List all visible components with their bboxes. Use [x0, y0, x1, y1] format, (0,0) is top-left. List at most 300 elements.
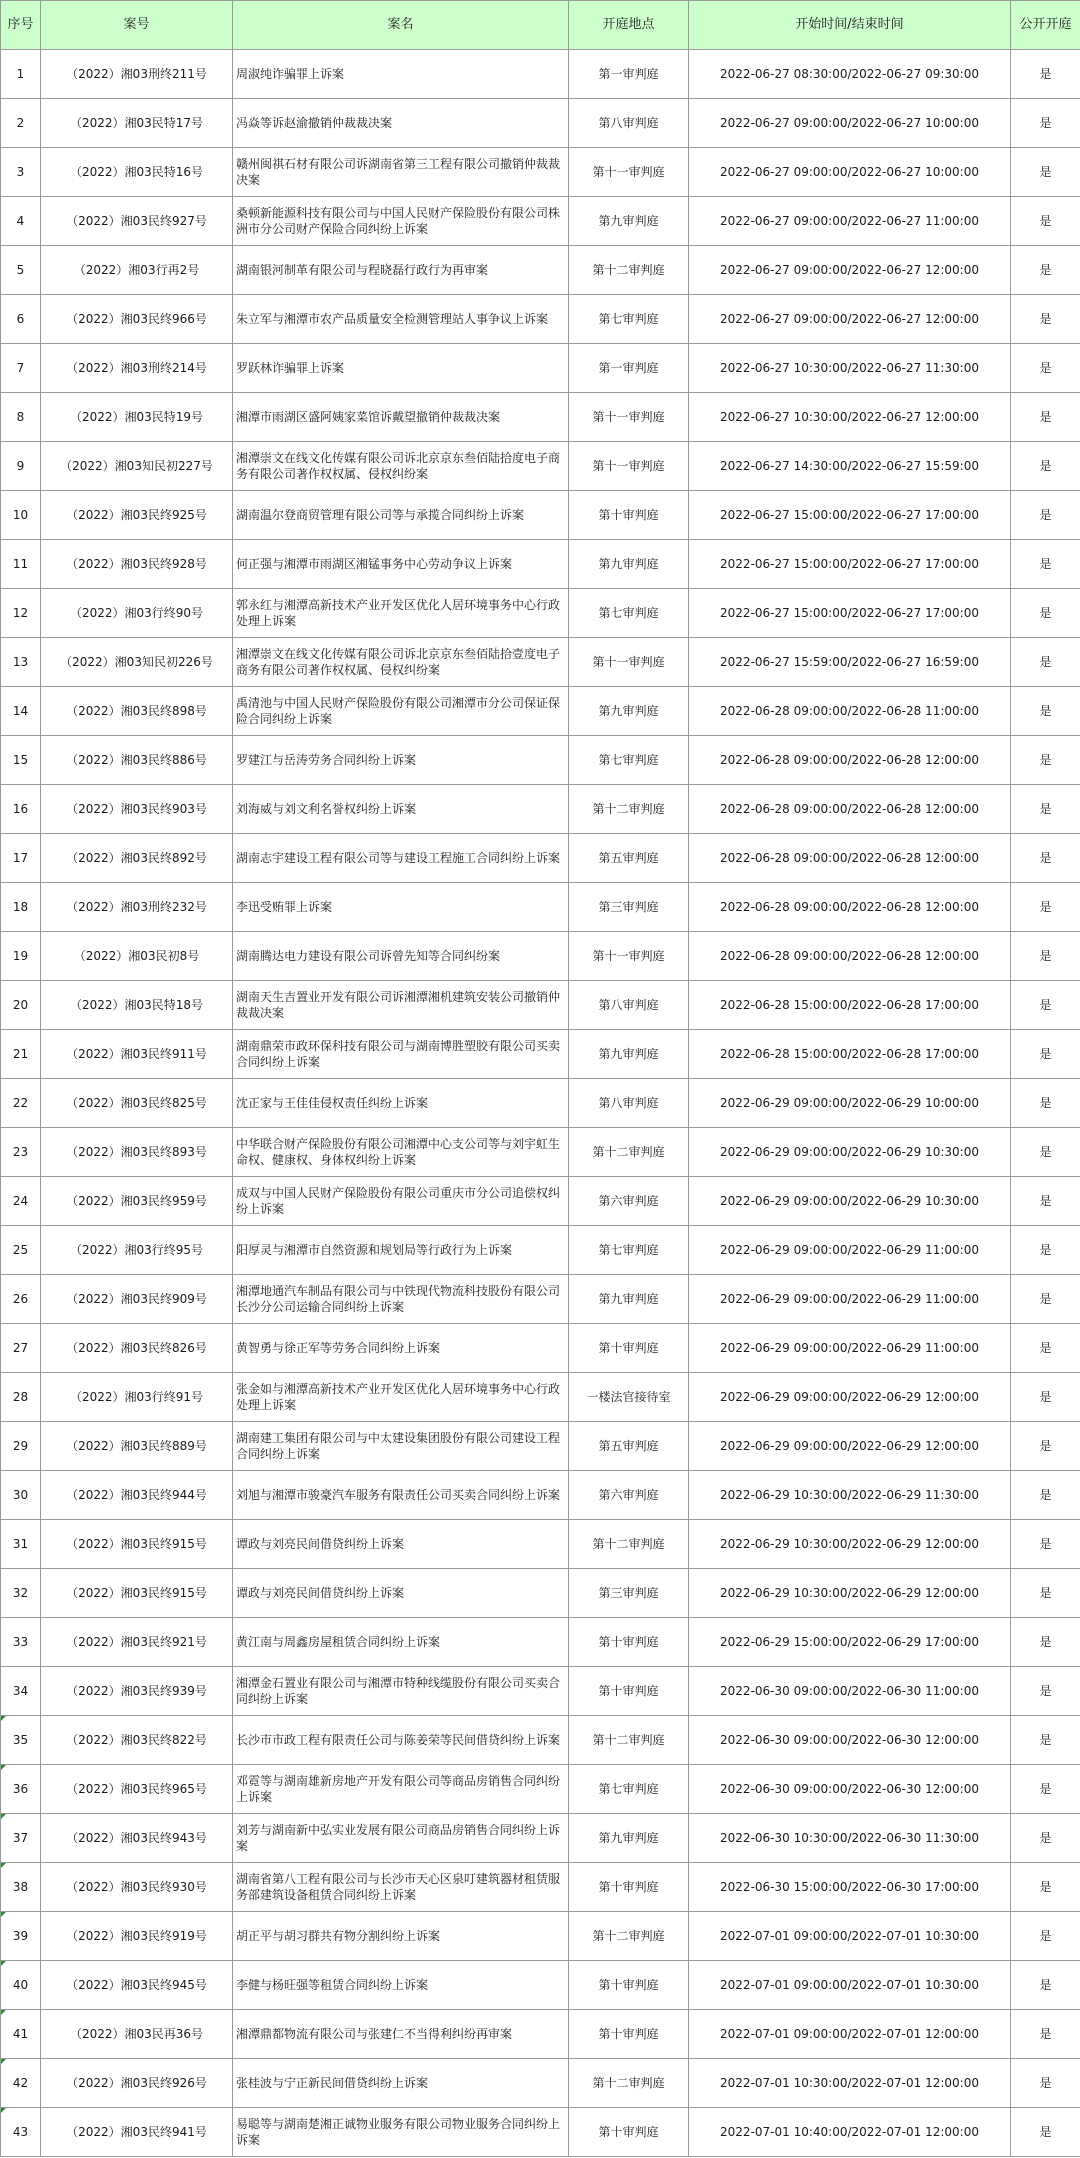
cell-time: 2022-06-27 10:30:00/2022-06-27 11:30:00 [689, 344, 1011, 393]
cell-seq: 14 [1, 687, 41, 736]
cell-time: 2022-06-27 15:00:00/2022-06-27 17:00:00 [689, 589, 1011, 638]
cell-seq: 24 [1, 1177, 41, 1226]
table-row [1, 1520, 1080, 1569]
cell-seq: 17 [1, 834, 41, 883]
cell-open: 是 [1011, 2059, 1080, 2108]
table-row [1, 442, 1080, 491]
cell-time: 2022-06-29 09:00:00/2022-06-29 12:00:00 [689, 1422, 1011, 1471]
cell-seq: 9 [1, 442, 41, 491]
cell-seq: 8 [1, 393, 41, 442]
table-row [1, 148, 1080, 197]
table-row [1, 687, 1080, 736]
cell-venue: 第十审判庭 [569, 2010, 689, 2059]
cell-case-no: （2022）湘03民特18号 [41, 981, 233, 1030]
cell-open: 是 [1011, 246, 1080, 295]
table-row [1, 99, 1080, 148]
cell-venue: 第七审判庭 [569, 736, 689, 785]
cell-open: 是 [1011, 1128, 1080, 1177]
cell-case-no: （2022）湘03民终915号 [41, 1569, 233, 1618]
cell-case-name: 湘潭金石置业有限公司与湘潭市特种线缆股份有限公司买卖合同纠纷上诉案 [233, 1667, 569, 1716]
cell-case-name: 周淑纯诈骗罪上诉案 [233, 50, 569, 99]
cell-open: 是 [1011, 1030, 1080, 1079]
table-row [1, 1667, 1080, 1716]
cell-venue: 第十审判庭 [569, 2108, 689, 2157]
cell-case-no: （2022）湘03行终91号 [41, 1373, 233, 1422]
cell-case-no: （2022）湘03民终915号 [41, 1520, 233, 1569]
cell-open: 是 [1011, 99, 1080, 148]
cell-seq: 38 [1, 1863, 41, 1912]
table-row [1, 1814, 1080, 1863]
cell-open: 是 [1011, 1716, 1080, 1765]
cell-case-no: （2022）湘03行终95号 [41, 1226, 233, 1275]
cell-case-name: 禹清池与中国人民财产保险股份有限公司湘潭市分公司保证保险合同纠纷上诉案 [233, 687, 569, 736]
cell-case-no: （2022）湘03民终939号 [41, 1667, 233, 1716]
header-open: 公开开庭 [1011, 1, 1080, 50]
table-row [1, 736, 1080, 785]
cell-time: 2022-06-29 09:00:00/2022-06-29 10:30:00 [689, 1128, 1011, 1177]
cell-seq: 30 [1, 1471, 41, 1520]
cell-open: 是 [1011, 197, 1080, 246]
cell-venue: 第十审判庭 [569, 1667, 689, 1716]
table-row [1, 932, 1080, 981]
cell-venue: 第十审判庭 [569, 491, 689, 540]
cell-seq: 20 [1, 981, 41, 1030]
cell-venue: 第十二审判庭 [569, 1912, 689, 1961]
cell-case-name: 谭政与刘亮民间借贷纠纷上诉案 [233, 1520, 569, 1569]
cell-open: 是 [1011, 50, 1080, 99]
cell-seq: 5 [1, 246, 41, 295]
cell-open: 是 [1011, 393, 1080, 442]
cell-case-name: 湖南天生吉置业开发有限公司诉湘潭湘机建筑安装公司撤销仲裁裁决案 [233, 981, 569, 1030]
table-row [1, 1961, 1080, 2010]
cell-seq: 42 [1, 2059, 41, 2108]
cell-venue: 第七审判庭 [569, 295, 689, 344]
cell-case-name: 湖南温尔登商贸管理有限公司等与承揽合同纠纷上诉案 [233, 491, 569, 540]
table-row [1, 1912, 1080, 1961]
cell-open: 是 [1011, 491, 1080, 540]
cell-case-name: 黄智勇与徐正军等劳务合同纠纷上诉案 [233, 1324, 569, 1373]
cell-case-no: （2022）湘03民终911号 [41, 1030, 233, 1079]
cell-case-no: （2022）湘03民再36号 [41, 2010, 233, 2059]
table-body [1, 50, 1080, 2157]
table-row [1, 1324, 1080, 1373]
cell-seq: 26 [1, 1275, 41, 1324]
table-row [1, 540, 1080, 589]
table-row [1, 638, 1080, 687]
cell-time: 2022-06-30 10:30:00/2022-06-30 11:30:00 [689, 1814, 1011, 1863]
table-row [1, 1373, 1080, 1422]
cell-seq: 25 [1, 1226, 41, 1275]
cell-open: 是 [1011, 883, 1080, 932]
cell-venue: 第十一审判庭 [569, 148, 689, 197]
table-row [1, 589, 1080, 638]
cell-venue: 第六审判庭 [569, 1471, 689, 1520]
cell-venue: 第十一审判庭 [569, 442, 689, 491]
cell-case-name: 邓霓等与湖南雄新房地产开发有限公司等商品房销售合同纠纷上诉案 [233, 1765, 569, 1814]
cell-time: 2022-06-29 10:30:00/2022-06-29 11:30:00 [689, 1471, 1011, 1520]
cell-seq: 35 [1, 1716, 41, 1765]
cell-case-name: 湘潭地通汽车制品有限公司与中铁现代物流科技股份有限公司长沙分公司运输合同纠纷上诉案 [233, 1275, 569, 1324]
cell-open: 是 [1011, 1275, 1080, 1324]
cell-case-no: （2022）湘03民终930号 [41, 1863, 233, 1912]
cell-case-no: （2022）湘03民终945号 [41, 1961, 233, 2010]
cell-venue: 第七审判庭 [569, 1226, 689, 1275]
cell-case-name: 刘海威与刘文利名誉权纠纷上诉案 [233, 785, 569, 834]
cell-time: 2022-06-28 09:00:00/2022-06-28 11:00:00 [689, 687, 1011, 736]
header-row [1, 1, 1080, 50]
table-row [1, 1177, 1080, 1226]
cell-time: 2022-06-28 09:00:00/2022-06-28 12:00:00 [689, 785, 1011, 834]
cell-case-name: 李健与杨旺强等租赁合同纠纷上诉案 [233, 1961, 569, 2010]
cell-time: 2022-06-27 15:00:00/2022-06-27 17:00:00 [689, 491, 1011, 540]
cell-venue: 第三审判庭 [569, 883, 689, 932]
cell-open: 是 [1011, 981, 1080, 1030]
cell-case-no: （2022）湘03民终886号 [41, 736, 233, 785]
table-row [1, 2059, 1080, 2108]
cell-time: 2022-06-29 09:00:00/2022-06-29 11:00:00 [689, 1324, 1011, 1373]
cell-time: 2022-06-27 09:00:00/2022-06-27 11:00:00 [689, 197, 1011, 246]
cell-case-no: （2022）湘03刑终232号 [41, 883, 233, 932]
cell-case-name: 易聪等与湖南楚湘正诚物业服务有限公司物业服务合同纠纷上诉案 [233, 2108, 569, 2157]
table-row [1, 1226, 1080, 1275]
cell-case-name: 郭永红与湘潭高新技术产业开发区优化人居环境事务中心行政处理上诉案 [233, 589, 569, 638]
cell-case-no: （2022）湘03刑终211号 [41, 50, 233, 99]
cell-time: 2022-06-30 09:00:00/2022-06-30 11:00:00 [689, 1667, 1011, 1716]
cell-case-no: （2022）湘03民终919号 [41, 1912, 233, 1961]
cell-case-name: 湖南鼎荣市政环保科技有限公司与湖南博胜塑胶有限公司买卖合同纠纷上诉案 [233, 1030, 569, 1079]
cell-venue: 第十二审判庭 [569, 2059, 689, 2108]
cell-case-name: 湘潭市雨湖区盛阿姨家菜馆诉戴望撤销仲裁裁决案 [233, 393, 569, 442]
cell-case-name: 桑顿新能源科技有限公司与中国人民财产保险股份有限公司株洲市分公司财产保险合同纠纷上诉案 [233, 197, 569, 246]
table-row [1, 883, 1080, 932]
cell-case-name: 湘潭崇文在线文化传媒有限公司诉北京京东叁佰陆拾度电子商务有限公司著作权权属、侵权纠纷案 [233, 442, 569, 491]
cell-open: 是 [1011, 1324, 1080, 1373]
cell-case-no: （2022）湘03知民初226号 [41, 638, 233, 687]
table-row [1, 2010, 1080, 2059]
cell-seq: 28 [1, 1373, 41, 1422]
cell-case-name: 朱立军与湘潭市农产品质量安全检测管理站人事争议上诉案 [233, 295, 569, 344]
cell-case-no: （2022）湘03民终959号 [41, 1177, 233, 1226]
cell-open: 是 [1011, 1569, 1080, 1618]
cell-open: 是 [1011, 1618, 1080, 1667]
cell-time: 2022-06-29 09:00:00/2022-06-29 12:00:00 [689, 1373, 1011, 1422]
cell-open: 是 [1011, 344, 1080, 393]
cell-case-name: 冯焱等诉赵渝撤销仲裁裁决案 [233, 99, 569, 148]
cell-time: 2022-07-01 09:00:00/2022-07-01 10:30:00 [689, 1961, 1011, 2010]
table-row [1, 1569, 1080, 1618]
cell-seq: 21 [1, 1030, 41, 1079]
cell-seq: 32 [1, 1569, 41, 1618]
cell-venue: 第九审判庭 [569, 1275, 689, 1324]
cell-time: 2022-06-29 10:30:00/2022-06-29 12:00:00 [689, 1520, 1011, 1569]
cell-seq: 33 [1, 1618, 41, 1667]
cell-venue: 第一审判庭 [569, 344, 689, 393]
cell-time: 2022-06-28 09:00:00/2022-06-28 12:00:00 [689, 736, 1011, 785]
header-venue: 开庭地点 [569, 1, 689, 50]
cell-time: 2022-06-29 15:00:00/2022-06-29 17:00:00 [689, 1618, 1011, 1667]
cell-seq: 43 [1, 2108, 41, 2157]
cell-case-no: （2022）湘03民终925号 [41, 491, 233, 540]
table-row [1, 1030, 1080, 1079]
cell-case-no: （2022）湘03行终90号 [41, 589, 233, 638]
cell-open: 是 [1011, 834, 1080, 883]
cell-time: 2022-06-28 15:00:00/2022-06-28 17:00:00 [689, 1030, 1011, 1079]
cell-open: 是 [1011, 1912, 1080, 1961]
cell-open: 是 [1011, 2010, 1080, 2059]
cell-seq: 10 [1, 491, 41, 540]
cell-time: 2022-06-29 09:00:00/2022-06-29 11:00:00 [689, 1226, 1011, 1275]
table-row [1, 246, 1080, 295]
table-row [1, 491, 1080, 540]
cell-case-no: （2022）湘03民终822号 [41, 1716, 233, 1765]
cell-venue: 第一审判庭 [569, 50, 689, 99]
cell-time: 2022-06-27 15:00:00/2022-06-27 17:00:00 [689, 540, 1011, 589]
cell-case-no: （2022）湘03民终928号 [41, 540, 233, 589]
cell-open: 是 [1011, 1177, 1080, 1226]
cell-case-name: 长沙市市政工程有限责任公司与陈姜荣等民间借贷纠纷上诉案 [233, 1716, 569, 1765]
cell-open: 是 [1011, 785, 1080, 834]
cell-case-name: 成双与中国人民财产保险股份有限公司重庆市分公司追偿权纠纷上诉案 [233, 1177, 569, 1226]
cell-time: 2022-06-28 09:00:00/2022-06-28 12:00:00 [689, 883, 1011, 932]
cell-case-no: （2022）湘03民终944号 [41, 1471, 233, 1520]
cell-seq: 6 [1, 295, 41, 344]
cell-seq: 1 [1, 50, 41, 99]
header-case-no: 案号 [41, 1, 233, 50]
cell-case-name: 张桂波与宁正新民间借贷纠纷上诉案 [233, 2059, 569, 2108]
cell-time: 2022-06-30 09:00:00/2022-06-30 12:00:00 [689, 1716, 1011, 1765]
cell-seq: 39 [1, 1912, 41, 1961]
cell-seq: 7 [1, 344, 41, 393]
cell-time: 2022-06-30 15:00:00/2022-06-30 17:00:00 [689, 1863, 1011, 1912]
cell-case-no: （2022）湘03民特19号 [41, 393, 233, 442]
table-row [1, 1422, 1080, 1471]
cell-seq: 22 [1, 1079, 41, 1128]
cell-venue: 第十二审判庭 [569, 246, 689, 295]
cell-time: 2022-06-28 15:00:00/2022-06-28 17:00:00 [689, 981, 1011, 1030]
cell-venue: 第六审判庭 [569, 1177, 689, 1226]
cell-case-no: （2022）湘03民终892号 [41, 834, 233, 883]
cell-open: 是 [1011, 736, 1080, 785]
cell-time: 2022-06-28 09:00:00/2022-06-28 12:00:00 [689, 834, 1011, 883]
cell-seq: 23 [1, 1128, 41, 1177]
cell-case-name: 赣州闽祺石材有限公司诉湖南省第三工程有限公司撤销仲裁裁决案 [233, 148, 569, 197]
cell-open: 是 [1011, 1961, 1080, 2010]
cell-venue: 第十二审判庭 [569, 785, 689, 834]
cell-venue: 第五审判庭 [569, 834, 689, 883]
cell-seq: 18 [1, 883, 41, 932]
cell-case-name: 湖南腾达电力建设有限公司诉曾先知等合同纠纷案 [233, 932, 569, 981]
cell-venue: 一楼法官接待室 [569, 1373, 689, 1422]
cell-open: 是 [1011, 295, 1080, 344]
cell-time: 2022-07-01 10:40:00/2022-07-01 12:00:00 [689, 2108, 1011, 2157]
cell-case-no: （2022）湘03民特16号 [41, 148, 233, 197]
table-row [1, 1716, 1080, 1765]
cell-time: 2022-06-27 09:00:00/2022-06-27 12:00:00 [689, 246, 1011, 295]
cell-case-no: （2022）湘03民终927号 [41, 197, 233, 246]
cell-seq: 4 [1, 197, 41, 246]
cell-venue: 第十二审判庭 [569, 1128, 689, 1177]
table-row [1, 344, 1080, 393]
cell-case-no: （2022）湘03民终903号 [41, 785, 233, 834]
cell-venue: 第七审判庭 [569, 1765, 689, 1814]
cell-open: 是 [1011, 1471, 1080, 1520]
cell-venue: 第八审判庭 [569, 99, 689, 148]
cell-seq: 40 [1, 1961, 41, 2010]
cell-seq: 37 [1, 1814, 41, 1863]
cell-case-name: 胡正平与胡习群共有物分割纠纷上诉案 [233, 1912, 569, 1961]
cell-time: 2022-06-27 09:00:00/2022-06-27 12:00:00 [689, 295, 1011, 344]
table-header [1, 1, 1080, 50]
cell-seq: 36 [1, 1765, 41, 1814]
table-row [1, 393, 1080, 442]
cell-open: 是 [1011, 148, 1080, 197]
cell-open: 是 [1011, 1520, 1080, 1569]
cell-venue: 第十二审判庭 [569, 1520, 689, 1569]
cell-open: 是 [1011, 442, 1080, 491]
table-row [1, 1765, 1080, 1814]
table-row [1, 1863, 1080, 1912]
cell-open: 是 [1011, 2108, 1080, 2157]
cell-seq: 15 [1, 736, 41, 785]
table-row [1, 2108, 1080, 2157]
cell-seq: 3 [1, 148, 41, 197]
cell-case-no: （2022）湘03民终966号 [41, 295, 233, 344]
cell-venue: 第九审判庭 [569, 687, 689, 736]
cell-case-no: （2022）湘03知民初227号 [41, 442, 233, 491]
cell-case-name: 阳厚灵与湘潭市自然资源和规划局等行政行为上诉案 [233, 1226, 569, 1275]
cell-case-name: 谭政与刘亮民间借贷纠纷上诉案 [233, 1569, 569, 1618]
cell-open: 是 [1011, 1226, 1080, 1275]
cell-venue: 第九审判庭 [569, 540, 689, 589]
cell-venue: 第九审判庭 [569, 1814, 689, 1863]
cell-venue: 第十审判庭 [569, 1324, 689, 1373]
table-row [1, 785, 1080, 834]
cell-time: 2022-07-01 09:00:00/2022-07-01 12:00:00 [689, 2010, 1011, 2059]
cell-venue: 第九审判庭 [569, 1030, 689, 1079]
cell-time: 2022-06-29 09:00:00/2022-06-29 10:30:00 [689, 1177, 1011, 1226]
cell-venue: 第七审判庭 [569, 589, 689, 638]
cell-seq: 29 [1, 1422, 41, 1471]
cell-case-name: 罗建江与岳涛劳务合同纠纷上诉案 [233, 736, 569, 785]
header-seq: 序号 [1, 1, 41, 50]
cell-case-name: 湖南志宇建设工程有限公司等与建设工程施工合同纠纷上诉案 [233, 834, 569, 883]
cell-case-no: （2022）湘03民终898号 [41, 687, 233, 736]
cell-open: 是 [1011, 1079, 1080, 1128]
cell-seq: 2 [1, 99, 41, 148]
cell-case-no: （2022）湘03民终941号 [41, 2108, 233, 2157]
table-row [1, 1079, 1080, 1128]
cell-case-no: （2022）湘03民终889号 [41, 1422, 233, 1471]
header-case-name: 案名 [233, 1, 569, 50]
table-row [1, 295, 1080, 344]
table-row [1, 981, 1080, 1030]
cell-case-no: （2022）湘03民终965号 [41, 1765, 233, 1814]
cell-case-no: （2022）湘03民终926号 [41, 2059, 233, 2108]
cell-time: 2022-06-27 09:00:00/2022-06-27 10:00:00 [689, 99, 1011, 148]
table-row [1, 1275, 1080, 1324]
cell-open: 是 [1011, 1422, 1080, 1471]
cell-open: 是 [1011, 1814, 1080, 1863]
cell-time: 2022-06-27 10:30:00/2022-06-27 12:00:00 [689, 393, 1011, 442]
cell-seq: 34 [1, 1667, 41, 1716]
cell-seq: 16 [1, 785, 41, 834]
cell-time: 2022-06-27 08:30:00/2022-06-27 09:30:00 [689, 50, 1011, 99]
cell-venue: 第三审判庭 [569, 1569, 689, 1618]
table-row [1, 50, 1080, 99]
cell-case-no: （2022）湘03民终943号 [41, 1814, 233, 1863]
cell-venue: 第十一审判庭 [569, 932, 689, 981]
cell-time: 2022-07-01 10:30:00/2022-07-01 12:00:00 [689, 2059, 1011, 2108]
cell-venue: 第八审判庭 [569, 981, 689, 1030]
cell-time: 2022-06-28 09:00:00/2022-06-28 12:00:00 [689, 932, 1011, 981]
cell-seq: 31 [1, 1520, 41, 1569]
table-row [1, 1128, 1080, 1177]
cell-venue: 第五审判庭 [569, 1422, 689, 1471]
cell-seq: 13 [1, 638, 41, 687]
cell-case-name: 湖南建工集团有限公司与中太建设集团股份有限公司建设工程合同纠纷上诉案 [233, 1422, 569, 1471]
cell-case-no: （2022）湘03民终825号 [41, 1079, 233, 1128]
cell-open: 是 [1011, 1863, 1080, 1912]
cell-open: 是 [1011, 638, 1080, 687]
cell-time: 2022-07-01 09:00:00/2022-07-01 10:30:00 [689, 1912, 1011, 1961]
cell-venue: 第九审判庭 [569, 197, 689, 246]
cell-venue: 第十审判庭 [569, 1863, 689, 1912]
cell-case-name: 湘潭鼎都物流有限公司与张建仁不当得利纠纷再审案 [233, 2010, 569, 2059]
cell-open: 是 [1011, 540, 1080, 589]
cell-seq: 27 [1, 1324, 41, 1373]
cell-seq: 12 [1, 589, 41, 638]
cell-time: 2022-06-27 09:00:00/2022-06-27 10:00:00 [689, 148, 1011, 197]
cell-case-name: 刘旭与湘潭市骏豪汽车服务有限责任公司买卖合同纠纷上诉案 [233, 1471, 569, 1520]
cell-time: 2022-06-30 09:00:00/2022-06-30 12:00:00 [689, 1765, 1011, 1814]
cell-case-name: 刘芳与湖南新中弘实业发展有限公司商品房销售合同纠纷上诉案 [233, 1814, 569, 1863]
cell-open: 是 [1011, 1765, 1080, 1814]
cell-case-no: （2022）湘03民特17号 [41, 99, 233, 148]
cell-case-no: （2022）湘03刑终214号 [41, 344, 233, 393]
table-row [1, 1618, 1080, 1667]
cell-case-no: （2022）湘03民终921号 [41, 1618, 233, 1667]
cell-case-no: （2022）湘03民终826号 [41, 1324, 233, 1373]
cell-case-name: 张金如与湘潭高新技术产业开发区优化人居环境事务中心行政处理上诉案 [233, 1373, 569, 1422]
cell-seq: 19 [1, 932, 41, 981]
cell-case-name: 何正强与湘潭市雨湖区湘锰事务中心劳动争议上诉案 [233, 540, 569, 589]
table-row [1, 834, 1080, 883]
cell-case-no: （2022）湘03行再2号 [41, 246, 233, 295]
cell-open: 是 [1011, 1373, 1080, 1422]
cell-case-name: 沈正家与王佳佳侵权责任纠纷上诉案 [233, 1079, 569, 1128]
cell-venue: 第十二审判庭 [569, 1716, 689, 1765]
cell-open: 是 [1011, 589, 1080, 638]
cell-time: 2022-06-29 10:30:00/2022-06-29 12:00:00 [689, 1569, 1011, 1618]
cell-open: 是 [1011, 687, 1080, 736]
table-row [1, 197, 1080, 246]
cell-venue: 第八审判庭 [569, 1079, 689, 1128]
cell-case-name: 湖南银河制革有限公司与程晓磊行政行为再审案 [233, 246, 569, 295]
cell-case-name: 罗跃林诈骗罪上诉案 [233, 344, 569, 393]
cell-case-name: 李迅受贿罪上诉案 [233, 883, 569, 932]
cell-case-no: （2022）湘03民终909号 [41, 1275, 233, 1324]
cell-case-name: 湖南省第八工程有限公司与长沙市天心区泉叮建筑器材租赁服务部建筑设备租赁合同纠纷上诉案 [233, 1863, 569, 1912]
cell-case-name: 黄江南与周鑫房屋租赁合同纠纷上诉案 [233, 1618, 569, 1667]
cell-case-name: 中华联合财产保险股份有限公司湘潭中心支公司等与刘宇虹生命权、健康权、身体权纠纷上诉案 [233, 1128, 569, 1177]
cell-venue: 第十审判庭 [569, 1961, 689, 2010]
cell-case-name: 湘潭崇文在线文化传媒有限公司诉北京京东叁佰陆拾壹度电子商务有限公司著作权权属、侵权纠纷案 [233, 638, 569, 687]
cell-time: 2022-06-29 09:00:00/2022-06-29 10:00:00 [689, 1079, 1011, 1128]
cell-time: 2022-06-29 09:00:00/2022-06-29 11:00:00 [689, 1275, 1011, 1324]
cell-venue: 第十审判庭 [569, 1618, 689, 1667]
cell-venue: 第十一审判庭 [569, 393, 689, 442]
cell-seq: 41 [1, 2010, 41, 2059]
